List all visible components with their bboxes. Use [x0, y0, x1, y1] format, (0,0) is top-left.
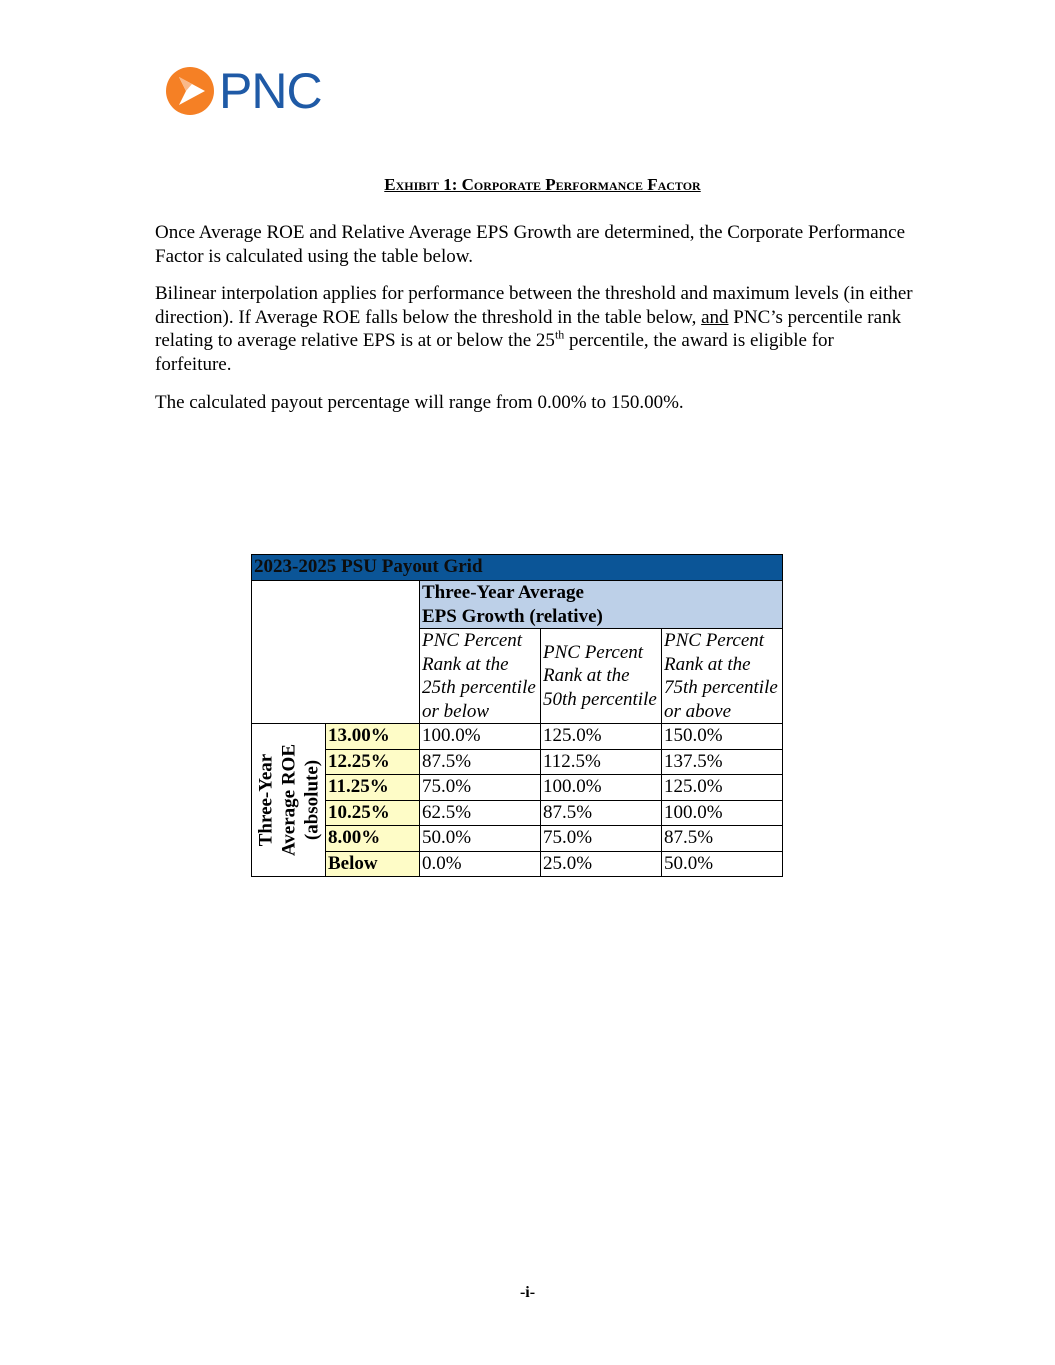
psu-payout-grid [251, 554, 783, 877]
logo-text: PNC [219, 63, 322, 119]
table-row [252, 800, 783, 826]
payout-cell: 100.0% [541, 775, 662, 801]
payout-cell: 87.5% [662, 826, 783, 852]
payout-cell: 50.0% [662, 851, 783, 877]
pnc-logo [165, 63, 322, 119]
roe-value: 8.00% [326, 826, 420, 852]
column-header-25th: PNC Percent Rank at the 25th percentile or below [420, 629, 541, 724]
paragraph-interpolation [155, 282, 915, 376]
page-number: -i- [519, 1284, 536, 1301]
table-row [252, 749, 783, 775]
table-row [252, 775, 783, 801]
payout-cell: 62.5% [420, 800, 541, 826]
grid-title: 2023-2025 PSU Payout Grid [252, 555, 783, 581]
payout-cell: 75.0% [420, 775, 541, 801]
eps-header-line2: EPS Growth (relative) [422, 605, 603, 627]
payout-cell: 100.0% [662, 800, 783, 826]
roe-axis-text: Three-Year Average ROE (absolute) [255, 743, 322, 857]
grid-corner-blank [252, 581, 420, 724]
payout-cell: 87.5% [541, 800, 662, 826]
paragraph-interpolation-c: percentile, the award is eligible for forfeiture. [155, 330, 834, 375]
roe-value: 11.25% [326, 775, 420, 801]
payout-cell: 25.0% [541, 851, 662, 877]
payout-cell: 137.5% [662, 749, 783, 775]
table-row [252, 826, 783, 852]
eps-header [420, 581, 783, 629]
payout-cell: 100.0% [420, 724, 541, 750]
payout-cell: 150.0% [662, 724, 783, 750]
exhibit-heading: Exhibit 1: Corporate Performance Factor [384, 175, 701, 194]
roe-axis-label [252, 724, 326, 877]
payout-cell: 50.0% [420, 826, 541, 852]
roe-value: 12.25% [326, 749, 420, 775]
superscript-th: th [554, 327, 565, 342]
paragraph-interpolation-a: Bilinear interpolation applies for performance between the threshold and maximum levels (in either direction). If Average ROE falls below the threshold in the table below, [155, 283, 913, 328]
payout-cell: 87.5% [420, 749, 541, 775]
roe-value: 10.25% [326, 800, 420, 826]
payout-cell: 75.0% [541, 826, 662, 852]
eps-header-line1: Three-Year Average [422, 582, 584, 603]
column-header-50th: PNC Percent Rank at the 50th percentile [541, 629, 662, 724]
roe-value: Below [326, 851, 420, 877]
payout-cell: 125.0% [541, 724, 662, 750]
paragraph-payout-range: The calculated payout percentage will range from 0.00% to 150.00%. [155, 392, 684, 413]
paragraph-intro: Once Average ROE and Relative Average EPS Growth are determined, the Corporate Performance Factor is calculated using the table below. [155, 222, 906, 267]
table-row [252, 851, 783, 877]
payout-cell: 125.0% [662, 775, 783, 801]
column-header-75th: PNC Percent Rank at the 75th percentile or above [662, 629, 783, 724]
pnc-triangle-icon [165, 66, 215, 116]
roe-value: 13.00% [326, 724, 420, 750]
payout-cell: 0.0% [420, 851, 541, 877]
paragraph-interpolation-b: PNC’s percentile rank relating to average relative EPS is at or below the 25 [155, 306, 902, 351]
payout-cell: 112.5% [541, 749, 662, 775]
underlined-and: and [701, 306, 729, 328]
table-row [252, 724, 783, 750]
